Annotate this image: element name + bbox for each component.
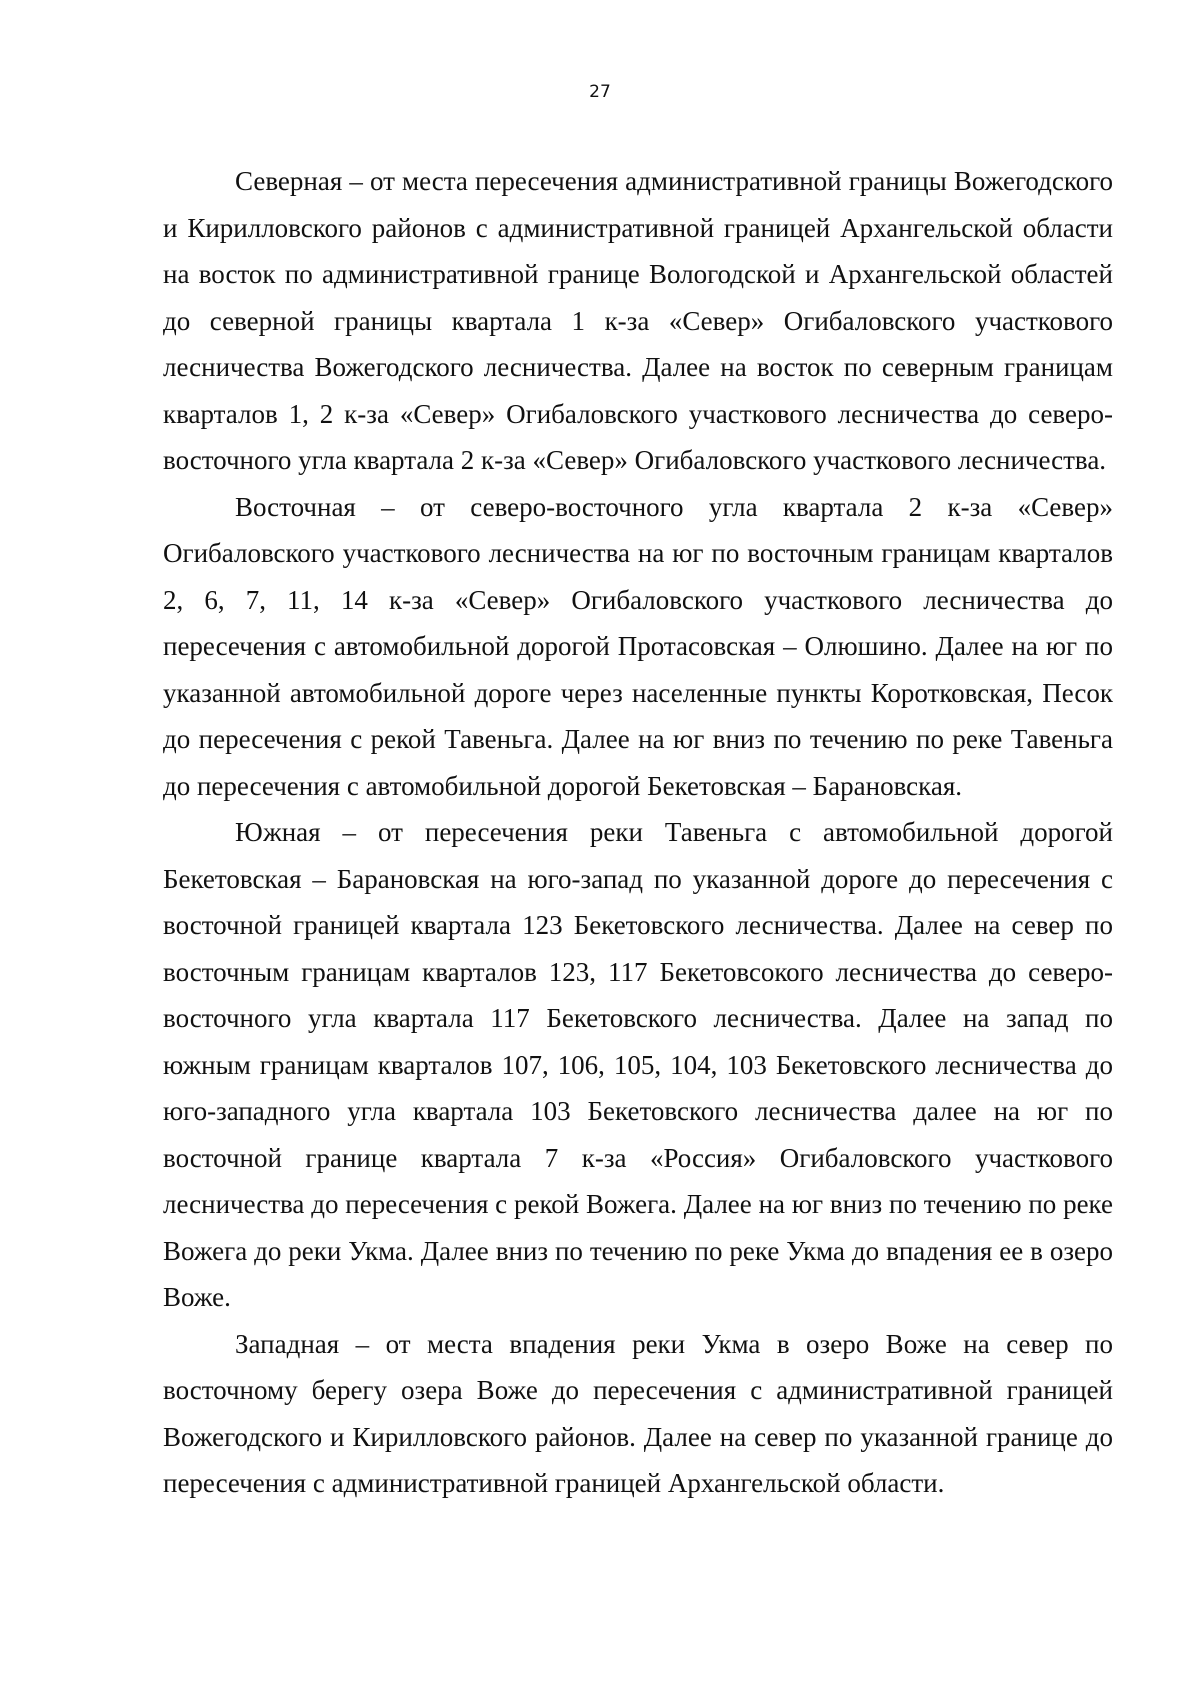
- paragraph-southern-boundary: Южная – от пересечения реки Тавеньга с автомобильной дорогой Бекетовская – Барановская на юго-запад по указанной дороге до пересечения с восточной границей квартала 123 Бекетовского лесничества. Далее на север по восточным границам кварталов 123, 117 Бекетовсокого лесничества до северо-восточного угла квартала 117 Бекетовского лесничества. Далее на запад по южным границам кварталов 107, 106, 105, 104, 103 Бекетовского лесничества до юго-западного угла квартала 103 Бекетовского лесничества далее на юг по восточной границе квартала 7 к-за «Россия» Огибаловского участкового лесничества до пересечения с рекой Вожега. Далее на юг вниз по течению по реке Вожега до реки Укма. Далее вниз по течению по реке Укма до впадения ее в озеро Воже.: [163, 817, 1113, 1312]
- page-number: 27: [589, 82, 611, 102]
- page-content: [163, 158, 1113, 1507]
- paragraph-eastern-boundary: Восточная – от северо-восточного угла квартала 2 к-за «Север» Огибаловского участкового лесничества на юг по восточным границам кварталов 2, 6, 7, 11, 14 к-за «Север» Огибаловского участкового лесничества до пересечения с автомобильной дорогой Протасовская – Олюшино. Далее на юг по указанной автомобильной дороге через населенные пункты Коротковская, Песок до пересечения с рекой Тавеньга. Далее на юг вниз по течению по реке Тавеньга до пересечения с автомобильной дорогой Бекетовская – Барановская.: [163, 491, 1113, 801]
- paragraph-northern-boundary: Северная – от места пересечения административной границы Вожегодского и Кирилловского районов с административной границей Архангельской области на восток по административной границе Вологодской и Архангельской областей до северной границы квартала 1 к-за «Север» Огибаловского участкового лесничества Вожегодского лесничества. Далее на восток по северным границам кварталов 1, 2 к-за «Север» Огибаловского участкового лесничества до северо-восточного угла квартала 2 к-за «Север» Огибаловского участкового лесничества.: [163, 166, 1113, 475]
- paragraph-western-boundary: Западная – от места впадения реки Укма в озеро Воже на север по восточному берегу озера Воже до пересечения с административной границей Вожегодского и Кирилловского районов. Далее на север по указанной границе до пересечения с административной границей Архангельской области.: [163, 1328, 1113, 1498]
